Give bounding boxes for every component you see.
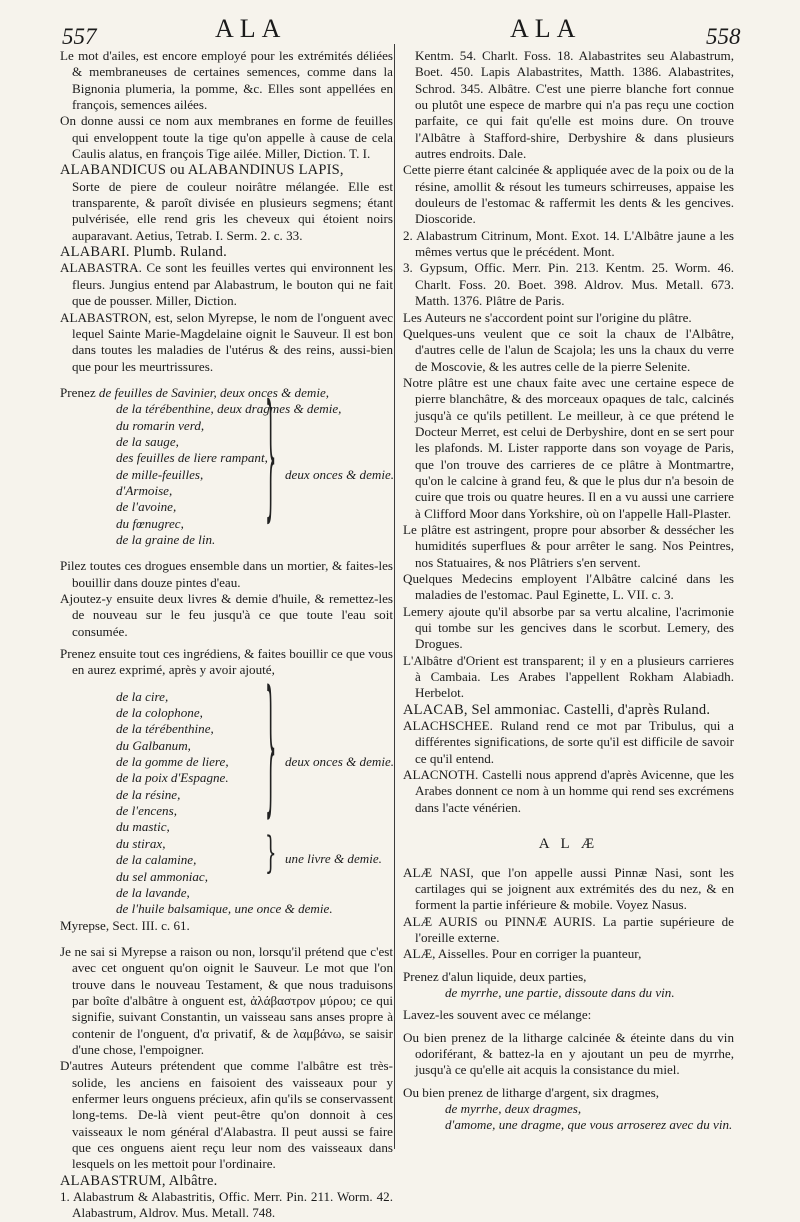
- entry-alae-nasi: ALÆ NASI, que l'on appelle aussi Pinnæ Nasi, sont les cartilages qui se joignent aux extrémités des du nez, & en forment la partie inférieure & mobile. Voyez Nasus.: [403, 864, 734, 913]
- recipe-brace-note: une livre & demie.: [285, 850, 382, 866]
- entry-alabandicus-body: Sorte de piere de couleur noirâtre mélangée. Elle est transparente, & paroît divisée en plusieurs segmens; étant pulvérisée, elle rend gris les cheveux qui étoient noirs auparavant. Aetius, Tetrab. I. Serm. 2. c. 33.: [72, 178, 393, 243]
- entry-alabastrum-cont: Kentm. 54. Charlt. Foss. 18. Alabastrites seu Alabastrum, Boet. 450. Lapis Alabastrites, Matth. 1386. Alabastrites, Schrod. 345. Albâtre. C'est une pierre blanche fort connue ou plutôt une espece de marbre qui n'a pas reçu une coction parfaite, ce qui fait qu'elle est moins dure. On trouve l'Albâtre à Stafford-shire, Derbyshire & dans plusieurs autres endroits. Dale.: [415, 48, 734, 162]
- left-column: [60, 48, 393, 1222]
- recipe-amome-line: d'amome, une dragme, que vous arroserez avec du vin.: [445, 1117, 733, 1133]
- running-head-left: ALA: [215, 14, 287, 43]
- recipe-line: de la résine,: [116, 786, 181, 802]
- entry-alabastrum: ALABASTRUM, Albâtre.: [60, 1172, 218, 1189]
- curly-brace-icon: }: [265, 380, 277, 540]
- entry-lemery: Lemery ajoute qu'il absorbe par sa vertu alcaline, l'acrimonie qui tombe sur les gencives dans le scorbut. Lemery, des Drogues.: [403, 603, 734, 652]
- recipe-myrrhe-dragmes-line: de myrrhe, deux dragmes,: [445, 1100, 582, 1116]
- page-header: [0, 10, 800, 50]
- entry-quelques-uns: Quelques-uns veulent que ce soit la chaux de l'Albâtre, d'autres celle de l'alun de Scajola; les uns la chaux du verre de Moscovie, & les autres celle de la pierre Selenite.: [403, 325, 734, 374]
- recipe-line: de la térébenthine, deux dragmes & demie,: [116, 401, 342, 417]
- entry-alabastra: ALABASTRA. Ce sont les feuilles vertes qui environnent les fleurs. Jungius entend par Alabastrum, le bouton qui ne fait que de pousser. Miller, Diction.: [60, 260, 393, 309]
- recipe-line: du mastic,: [116, 819, 170, 835]
- recipe-myrrhe-line: de myrrhe, une partie, dissoute dans du vin.: [445, 984, 675, 1000]
- entry-alacab: ALACAB, Sel ammoniac. Castelli, d'après Ruland.: [403, 701, 711, 718]
- entry-alabastrum-1: 1. Alabastrum & Alabastritis, Offic. Merr. Pin. 211. Worm. 42. Alabastrum, Aldrov. Mus. Metall. 748.: [60, 1189, 393, 1221]
- recipe-litharge-argent-line: Ou bien prenez de litharge d'argent, six dragmes,: [403, 1084, 660, 1100]
- recipe-brace-note: deux onces & demie.: [285, 753, 395, 769]
- right-column: [403, 48, 734, 1134]
- entry-notre-platre: Notre plâtre est une chaux faite avec une certaine espece de pierre blanchâtre, & des morceaux opaques de talc, calcinés jusqu'à ce qu'ils petillent. Le meilleur, à ce que prétend le Docteur Merret, est celui de Derbyshire, dont en se sert pour les plafonds. M. Lister rapporte dans son voyage de Paris, que l'on trouve des carrieres de ce plâtre à Montmartre, qu'on le calcine à grand feu, & que le plus dur n'a besoin de cuire que trois ou quatre heures. Il en a vu aussi une carriere à Clifford Moor dans Yorkshire, où on l'appelle Hall-Plaster.: [403, 374, 734, 521]
- entry-alacnoth: ALACNOTH. Castelli nous apprend d'après Avicenne, que les Arabes donnent ce nom à un homme qui rend ses excrémens dans l'acte vénérien.: [403, 767, 734, 815]
- entry-alabari: ALABARI. Plumb. Ruland.: [60, 244, 227, 261]
- headword-alabandicus: ALABANDICUS ou ALABANDINUS LAPIS,: [60, 162, 344, 179]
- entry-alae-auris: ALÆ AURIS ou PINNÆ AURIS. La partie supérieure de l'oreille externe.: [403, 913, 734, 945]
- entry-albatre-orient: L'Albâtre d'Orient est transparent; il y en a plusieurs carrieres à Cambaia. Les Arabes l'appellent Rokham Alabiadh. Herbelot.: [403, 652, 734, 701]
- recipe-line: de l'huile balsamique, une once & demie.: [116, 901, 333, 917]
- recipe-line: de la térébenthine,: [116, 721, 214, 737]
- recipe-alun-line: Prenez d'alun liquide, deux parties,: [403, 968, 587, 984]
- recipe-line: Prenez de feuilles de Savinier, deux onces & demie,: [60, 384, 330, 400]
- curly-brace-icon: }: [265, 828, 277, 879]
- entry-platre-astringent: Le plâtre est astringent, propre pour absorber & dessécher les humidités superflues & pour arrêter le sang. Nos Peintres, nos Statuaires, & nos Plâtriers s'en servent.: [403, 521, 734, 570]
- recipe-alabastron-2: [60, 664, 395, 918]
- recipe-brace-note: deux onces & demie.: [285, 466, 395, 482]
- recipe-line: de la graine de lin.: [116, 531, 216, 547]
- recipe-line: de l'encens,: [116, 803, 177, 819]
- section-heading: A L Æ: [538, 836, 599, 853]
- entry-prenez-ensuite: Prenez ensuite tout ces ingrédiens, & faites bouillir ce que vous en aurez exprimé, après y avoir ajouté,: [60, 646, 393, 678]
- entry-alae: ALÆ, Aisselles. Pour en corriger la puanteur,: [403, 946, 642, 962]
- recipe-line: de la lavande,: [116, 884, 190, 900]
- entry-auteurs-platre: Les Auteurs ne s'accordent point sur l'origine du plâtre.: [403, 309, 692, 325]
- recipe-line: d'Armoise,: [116, 482, 173, 498]
- running-head-right: ALA: [510, 14, 582, 43]
- recipe-line: du Galbanum,: [116, 737, 191, 753]
- entry-alabastrum-2: 2. Alabastrum Citrinum, Mont. Exot. 14. L'Albâtre jaune a les mêmes vertus que le précédent. Mont.: [403, 227, 734, 260]
- recipe-line: de la colophone,: [116, 705, 203, 721]
- recipe-line: de la calamine,: [116, 852, 197, 868]
- curly-brace-icon: }: [265, 664, 277, 837]
- recipe-line: de la sauge,: [116, 433, 179, 449]
- entry-tige-ailee: On donne aussi ce nom aux membranes en forme de feuilles qui enveloppent toute la tige qu'on appelle à cause de cela Caulis alatus, en françois Tige ailée. Miller, Diction. T. I.: [60, 113, 393, 162]
- entry-commentaire: Je ne sai si Myrepse a raison ou non, lorsqu'il prétend que c'est avec cet onguent qu'on oignit le Sauveur. Le mot que l'on trouve dans le nouveau Testament, & que nous traduisons par boîte d'albâtre à onguent est, ἀλάβαστρον μύρου; ce qui signifie, suivant Constantin, un vaisseau sans anses propre à contenir de l'onguent, d'α privatif, & de λαμβάνω, se saisir d'une chose, l'empoigner.: [60, 943, 393, 1057]
- entry-autres-auteurs: D'autres Auteurs prétendent que comme l'albâtre est très-solide, les anciens en faisoient des vaisseaux pour y enfermer leurs onguens précieux, afin qu'ils se conservassent long-tems. De-là vient peut-être qu'on donnoit à ces vaisseaux le nom général d'Alabastra. Il peut aussi se faire que ces onguens aient reçu leur nom des vaisseaux dans lesquels on les mettoit pour l'ordinaire.: [60, 1058, 393, 1172]
- entry-ajouter: Ajoutez-y ensuite deux livres & demie d'huile, & remettez-les de nouveau sur le feu jusqu'à ce que toute l'eau soit consumée.: [60, 591, 393, 639]
- entry-lavez: Lavez-les souvent avec ce mélange:: [403, 1007, 592, 1023]
- entry-gypsum: 3. Gypsum, Offic. Merr. Pin. 213. Kentm. 25. Worm. 46. Charlt. Foss. 20. Boet. 398. Aldrov. Mus. Metall. 673. Matth. 1376. Plâtre de Paris.: [403, 260, 734, 309]
- entry-alabandicus: [60, 162, 393, 244]
- recipe-line: du romarin verd,: [116, 417, 205, 433]
- column-divider: [394, 44, 395, 1149]
- recipe-alabastron-1: [60, 380, 395, 548]
- recipe-line: du fœnugrec,: [116, 515, 184, 531]
- page-number-left: 557: [62, 24, 97, 49]
- entry-alachschee: ALACHSCHEE. Ruland rend ce mot par Tribulus, qui a différentes significations, de sorte qu'il est difficile de savoir ce qu'il entend.: [403, 718, 734, 766]
- entry-medecins: Quelques Medecins employent l'Albâtre calciné dans les maladies de l'estomac. Paul Eginette, L. VII. c. 3.: [403, 571, 734, 603]
- recipe-line: des feuilles de liere rampant,: [116, 450, 268, 466]
- recipe-line: de la poix d'Espagne.: [116, 770, 229, 786]
- citation-myrepse: Myrepse, Sect. III. c. 61.: [60, 917, 190, 933]
- entry-ailes: Le mot d'ailes, est encore employé pour les extrémités déliées & membraneuses de certaines semences, comme dans la Bignonia plumeria, la pomme, &c. Elles sont appellées en françois, semences ailées.: [60, 48, 393, 113]
- entry-alabastron: ALABASTRON, est, selon Myrepse, le nom de l'onguent avec lequel Sainte Marie-Magdelaine oignit le Sauveur. Il est bon dans toutes les maladies de l'utérus & des reins, aussi-bien que pour les meurtrissures.: [60, 309, 393, 374]
- entry-pierre-calcinee: Cette pierre étant calcinée & appliquée avec de la poix ou de la résine, amollit & résout les tumeurs schirreuses, appaise les douleurs de l'estomac & raffermit les dents & les gencives. Dioscoride.: [403, 162, 734, 227]
- entry-piler: Pilez toutes ces drogues ensemble dans un mortier, & faites-les bouillir dans douze pintes d'eau.: [60, 558, 393, 590]
- recipe-line: de mille-feuilles,: [116, 466, 204, 482]
- recipe-line: de l'avoine,: [116, 499, 177, 515]
- entry-litharge: Ou bien prenez de la litharge calcinée & éteinte dans du vin odoriférant, & battez-la en y ajoutant un peu de myrrhe, jusqu'à ce qu'elle ait acquis la consistance du miel.: [403, 1029, 734, 1078]
- recipe-line: de la cire,: [116, 688, 169, 704]
- recipe-line: de la gomme de liere,: [116, 754, 229, 770]
- recipe-line: du sel ammoniac,: [116, 868, 209, 884]
- recipe-line: du stirax,: [116, 835, 166, 851]
- page-number-right: 558: [706, 24, 741, 49]
